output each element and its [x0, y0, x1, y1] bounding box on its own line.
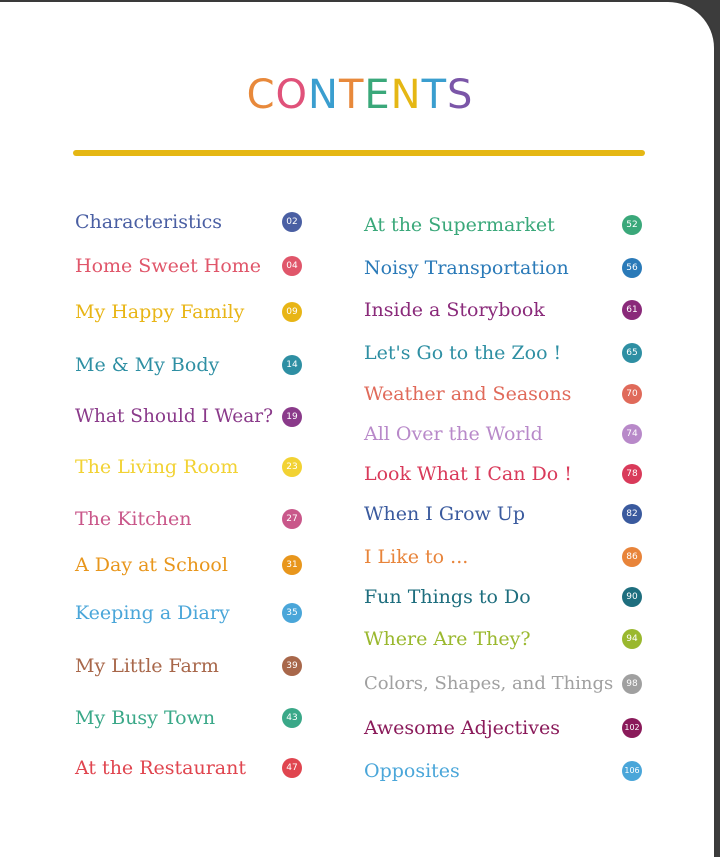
toc-entry[interactable]	[75, 551, 304, 579]
toc-entry[interactable]	[364, 339, 644, 367]
page-number-badge: 31	[282, 555, 302, 575]
toc-entry[interactable]	[75, 351, 304, 379]
title-letter: S	[447, 72, 474, 118]
toc-entry[interactable]	[364, 543, 644, 571]
toc-entry[interactable]	[364, 500, 644, 528]
toc-entry[interactable]	[75, 453, 304, 481]
toc-entry[interactable]	[364, 583, 644, 611]
toc-entry[interactable]	[75, 754, 304, 782]
page-number-badge: 102	[622, 718, 642, 738]
page-number-badge: 27	[282, 509, 302, 529]
toc-entry[interactable]	[364, 714, 644, 742]
page-number-badge: 47	[282, 758, 302, 778]
page-number-badge: 04	[282, 256, 302, 276]
page-number-badge: 35	[282, 603, 302, 623]
page-number-badge: 78	[622, 464, 642, 484]
toc-entry-label: The Living Room	[75, 456, 239, 478]
page-number-badge: 14	[282, 355, 302, 375]
toc-entry[interactable]	[75, 208, 304, 236]
toc-entry-label: Opposites	[364, 760, 460, 782]
page-number-badge: 65	[622, 343, 642, 363]
toc-entry-label: When I Grow Up	[364, 503, 526, 525]
toc-entry[interactable]	[364, 380, 644, 408]
toc-entry[interactable]	[364, 211, 644, 239]
toc-entry-label: A Day at School	[75, 554, 228, 576]
toc-entry-label: What Should I Wear?	[75, 406, 273, 427]
title-letter: E	[364, 72, 391, 118]
page-number-badge: 02	[282, 212, 302, 232]
toc-entry[interactable]	[75, 505, 304, 533]
title-divider	[73, 150, 645, 156]
page-number-badge: 90	[622, 587, 642, 607]
toc-entry[interactable]	[364, 625, 644, 653]
page-number-badge: 106	[622, 761, 642, 781]
toc-entry-label: Keeping a Diary	[75, 602, 230, 624]
toc-entry-label: My Happy Family	[75, 301, 245, 323]
page-number-badge: 61	[622, 300, 642, 320]
toc-entry[interactable]	[364, 420, 644, 448]
toc-entry-label: My Busy Town	[75, 707, 216, 729]
page-number-badge: 74	[622, 424, 642, 444]
page-number-badge: 09	[282, 302, 302, 322]
toc-entry-label: All Over the World	[364, 423, 543, 445]
title-letter: T	[421, 72, 448, 118]
toc-entry[interactable]	[75, 652, 304, 680]
toc-entry-label: Fun Things to Do	[364, 586, 531, 608]
toc-entry[interactable]	[364, 670, 644, 698]
title-letter: C	[246, 72, 276, 118]
toc-entry[interactable]	[75, 252, 304, 280]
page-number-badge: 19	[282, 407, 302, 427]
toc-entry-label: Where Are They?	[364, 628, 531, 650]
page-title	[0, 72, 720, 118]
toc-entry-label: Colors, Shapes, and Things	[364, 673, 614, 694]
toc-entry[interactable]	[364, 296, 644, 324]
toc-entry[interactable]	[75, 704, 304, 732]
toc-entry-label: My Little Farm	[75, 655, 219, 677]
title-letter: N	[308, 72, 339, 118]
toc-entry[interactable]	[75, 298, 304, 326]
page-number-badge: 94	[622, 629, 642, 649]
toc-entry-label: The Kitchen	[75, 508, 192, 530]
toc-entry-label: Inside a Storybook	[364, 299, 545, 321]
page-number-badge: 39	[282, 656, 302, 676]
toc-entry-label: Weather and Seasons	[364, 383, 572, 405]
toc-entry-label: At the Supermarket	[364, 214, 555, 236]
page-number-badge: 86	[622, 547, 642, 567]
toc-entry-label: Home Sweet Home	[75, 255, 262, 277]
toc-entry[interactable]	[364, 254, 644, 282]
toc-entry-label: Characteristics	[75, 211, 223, 233]
page-number-badge: 98	[622, 674, 642, 694]
toc-entry[interactable]	[364, 460, 644, 488]
toc-entry-label: Noisy Transportation	[364, 257, 569, 279]
page-number-badge: 70	[622, 384, 642, 404]
toc-entry-label: Awesome Adjectives	[364, 717, 560, 739]
toc-entry-label: I Like to ...	[364, 546, 469, 568]
page-number-badge: 23	[282, 457, 302, 477]
toc-entry-label: Look What I Can Do !	[364, 463, 572, 485]
title-letter: T	[338, 72, 365, 118]
page-number-badge: 56	[622, 258, 642, 278]
toc-entry-label: Let's Go to the Zoo !	[364, 342, 562, 364]
page-number-badge: 52	[622, 215, 642, 235]
title-letter: O	[275, 72, 309, 118]
title-letter: N	[390, 72, 422, 118]
toc-entry[interactable]	[364, 757, 644, 785]
page-number-badge: 82	[622, 504, 642, 524]
toc-entry-label: At the Restaurant	[75, 757, 246, 779]
toc-entry[interactable]	[75, 403, 304, 431]
toc-entry-label: Me & My Body	[75, 354, 220, 376]
toc-entry[interactable]	[75, 599, 304, 627]
page-number-badge: 43	[282, 708, 302, 728]
